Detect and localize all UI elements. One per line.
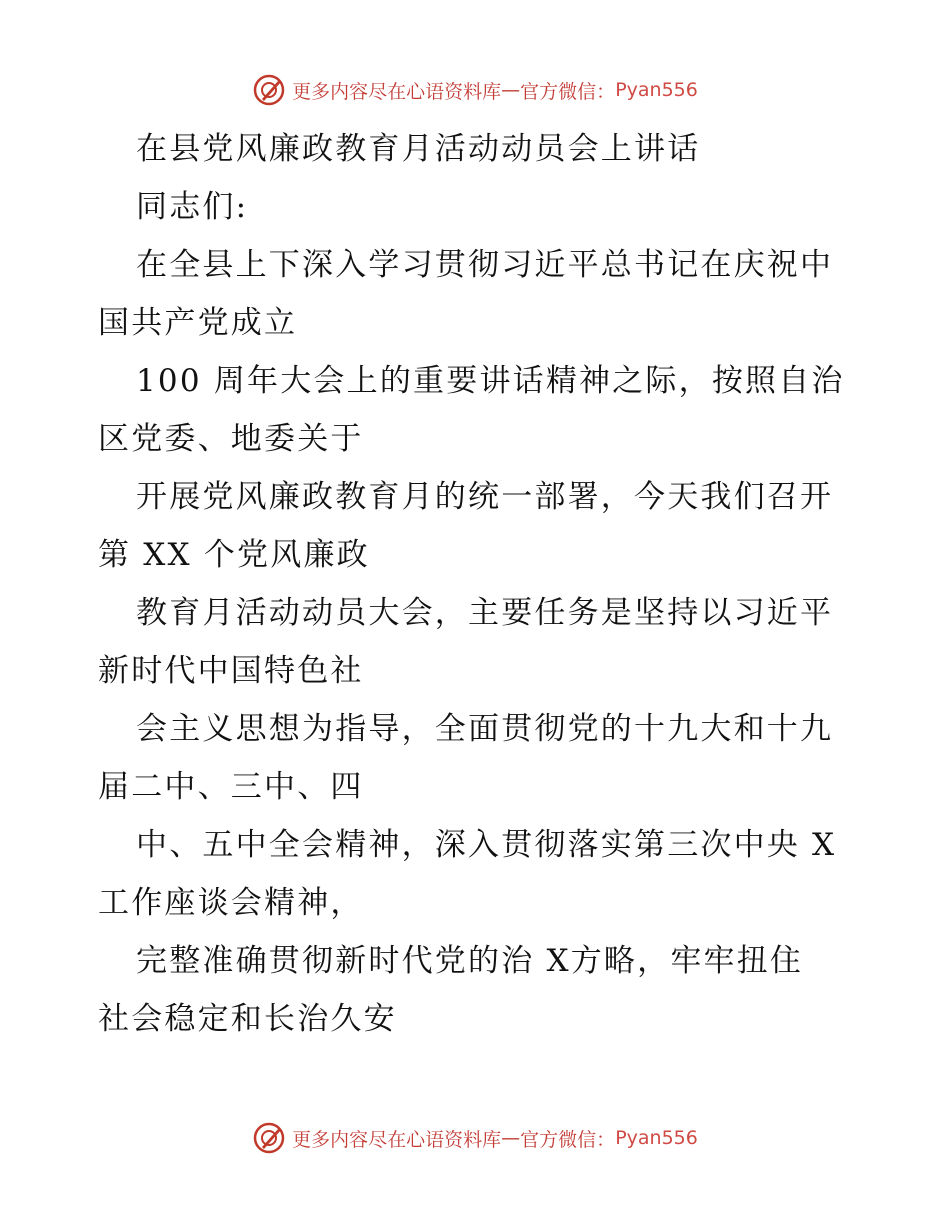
text-line: 教育月活动动员大会，主要任务是坚持以习近平 (136, 595, 834, 631)
text-line: 届二中、三中、四 (98, 769, 364, 805)
watermark-main-text: 更多内容尽在心语资料库 (292, 80, 502, 103)
text-line: 第 XX 个党风廉政 (98, 537, 370, 573)
pen-logo-icon (252, 73, 286, 107)
watermark-wechat-id: Pyan556 (615, 79, 698, 101)
document-body (98, 120, 858, 1048)
text-line: 开展党风廉政教育月的统一部署，今天我们召开 (136, 479, 834, 515)
text-line: 社会稳定和长治久安 (98, 1001, 397, 1037)
pen-logo-icon (252, 1121, 286, 1155)
watermark-official-label: 官方微信： (520, 1128, 616, 1151)
document-title: 在县党风廉政教育月活动动员会上讲话 (136, 131, 701, 167)
salutation: 同志们: (136, 189, 249, 225)
watermark-official-label: 官方微信： (520, 80, 616, 103)
watermark-wechat-id: Pyan556 (615, 1127, 698, 1149)
text-line: 在全县上下深入学习贯彻习近平总书记在庆祝中 (136, 247, 834, 283)
footer-watermark (0, 1118, 950, 1158)
watermark-dash: — (501, 1127, 521, 1149)
watermark-main-text: 更多内容尽在心语资料库 (292, 1128, 502, 1151)
text-line: 工作座谈会精神， (98, 885, 364, 921)
watermark-dash: — (501, 79, 521, 101)
text-line: 完整准确贯彻新时代党的治 X方略，牢牢扭住 (136, 943, 804, 979)
text-line: 中、五中全会精神，深入贯彻落实第三次中央 X (136, 827, 837, 863)
header-watermark (0, 70, 950, 110)
text-line: 国共产党成立 (98, 305, 298, 341)
text-line: 会主义思想为指导，全面贯彻党的十九大和十九 (136, 711, 834, 747)
text-line: 新时代中国特色社 (98, 653, 364, 689)
text-line: 100 周年大会上的重要讲话精神之际，按照自治 (136, 363, 845, 399)
text-line: 区党委、地委关于 (98, 421, 364, 457)
